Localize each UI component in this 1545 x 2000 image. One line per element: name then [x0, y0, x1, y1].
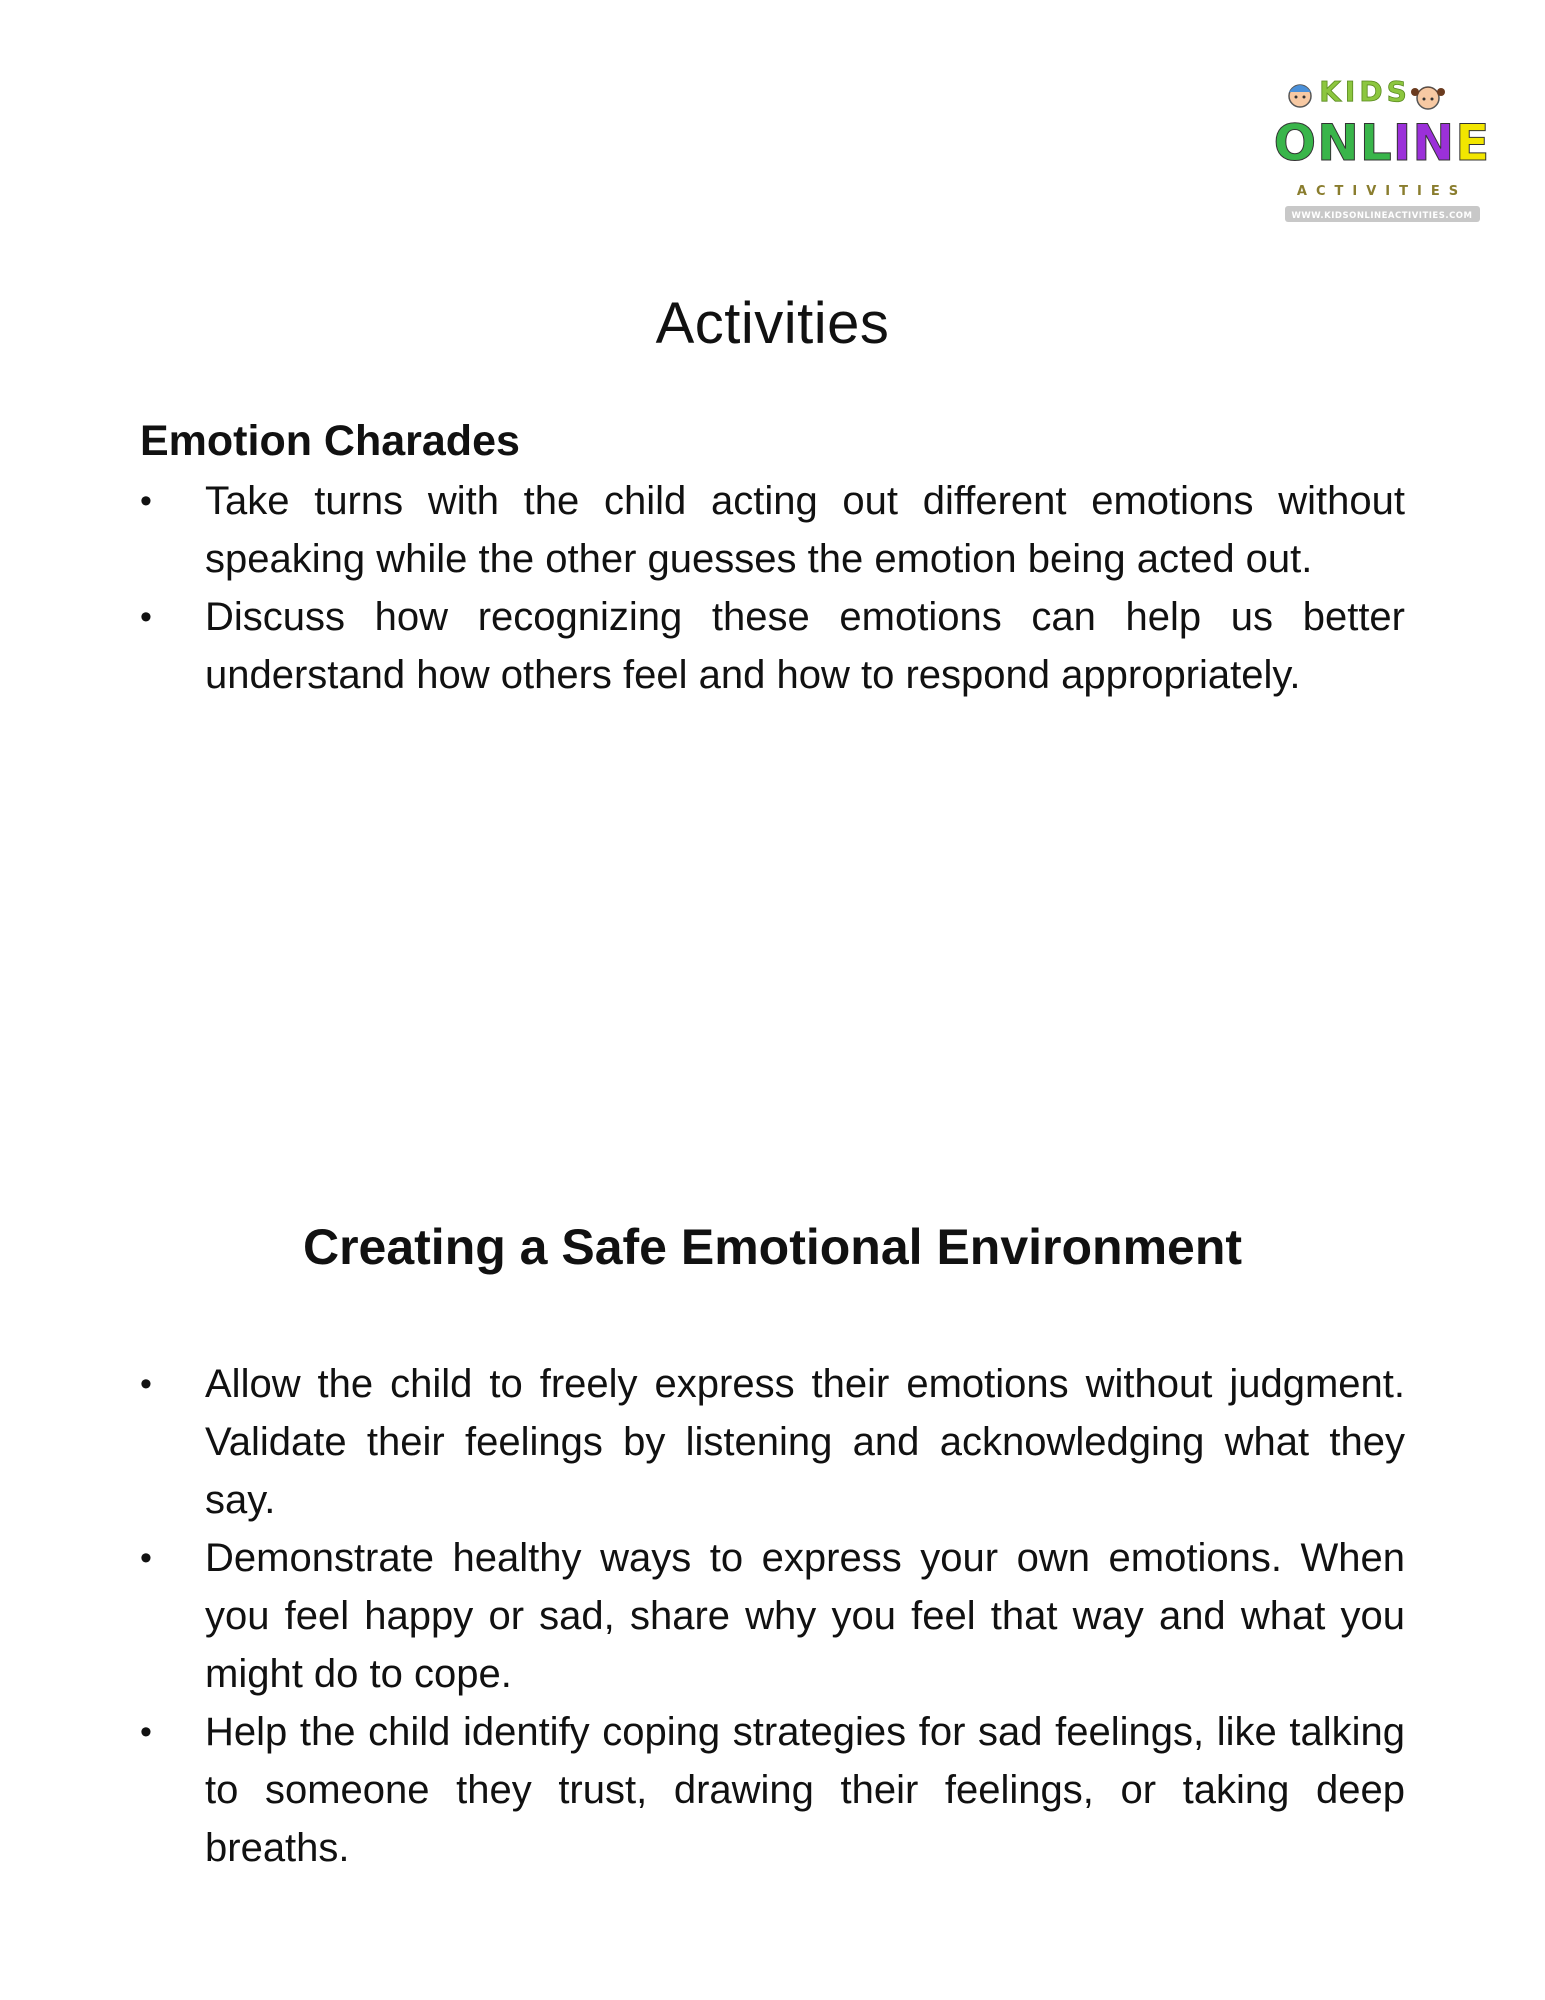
- list-item: [140, 472, 1405, 588]
- logo-url-text: WWW.KIDSONLINEACTIVITIES.COM: [1291, 211, 1473, 221]
- list-item-text: Allow the child to freely express their emotions without judgment. Validate their feelings by listening and acknowledging what they say.: [205, 1362, 1405, 1522]
- list-item-text: Discuss how recognizing these emotions can help us better understand how others feel and how to respond appropriately.: [205, 595, 1405, 697]
- kids-online-activities-logo: [1270, 68, 1500, 233]
- bullet-icon: •: [140, 482, 152, 520]
- section-heading-emotion-charades: Emotion Charades: [140, 417, 520, 465]
- list-item: [140, 1703, 1405, 1877]
- boy-face-icon: [1289, 85, 1311, 107]
- bullet-icon: •: [140, 1365, 152, 1403]
- section-heading-safe-environment: Creating a Safe Emotional Environment: [302, 1219, 1243, 1275]
- logo-kids-text: KIDS: [1319, 75, 1411, 108]
- girl-face-icon: [1411, 87, 1445, 109]
- list-item-text: Demonstrate healthy ways to express your own emotions. When you feel happy or sad, share why you feel that way and what you might do to cope.: [205, 1536, 1405, 1696]
- list-item: [140, 1355, 1405, 1529]
- list-item: [140, 588, 1405, 704]
- logo-activities-text: ACTIVITIES: [1296, 184, 1468, 199]
- bullet-icon: •: [140, 598, 152, 636]
- list-item-text: Help the child identify coping strategies for sad feelings, like talking to someone they trust, drawing their feelings, or taking deep breaths.: [205, 1710, 1405, 1870]
- safe-environment-list: [140, 1355, 1405, 1877]
- list-item-text: Take turns with the child acting out different emotions without speaking while the other guesses the emotion being acted out.: [205, 479, 1405, 581]
- bullet-icon: •: [140, 1539, 152, 1577]
- emotion-charades-list: [140, 472, 1405, 704]
- logo-online-text: ONLINE: [1273, 114, 1491, 172]
- page-title: Activities: [655, 291, 890, 356]
- bullet-icon: •: [140, 1713, 152, 1751]
- list-item: [140, 1529, 1405, 1703]
